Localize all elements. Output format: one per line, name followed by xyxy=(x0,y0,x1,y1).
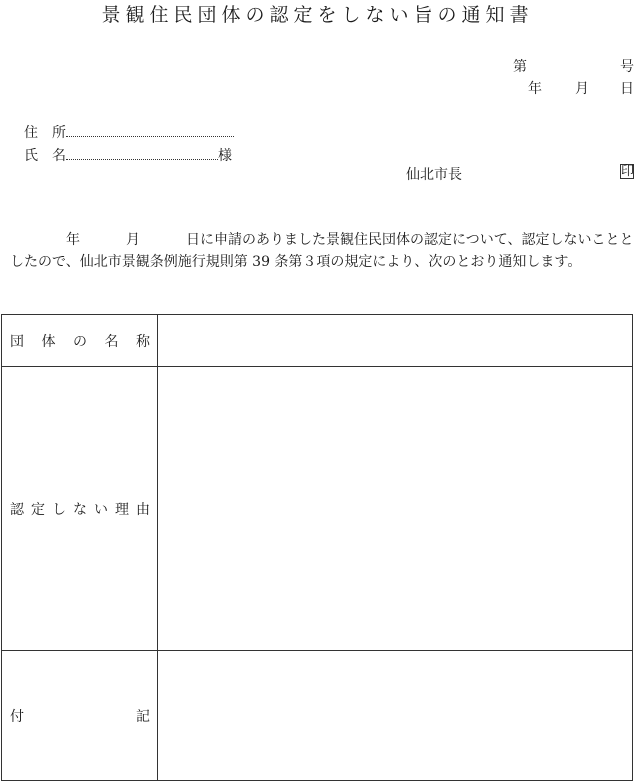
label-char: 理 xyxy=(115,501,129,518)
body-paragraph xyxy=(10,229,635,273)
label-char: し xyxy=(52,501,66,518)
label-char: 体 xyxy=(41,333,56,350)
value-reason xyxy=(158,367,633,651)
name-blank xyxy=(66,147,218,160)
label-char: の xyxy=(73,333,87,350)
label-char: い xyxy=(94,501,108,518)
address-blank xyxy=(66,124,234,137)
label-reason xyxy=(2,367,158,651)
label-char: 称 xyxy=(136,333,150,350)
label-note xyxy=(2,651,158,781)
label-char: 認 xyxy=(10,501,24,518)
table-row-reason xyxy=(2,367,633,651)
table-row-note xyxy=(2,651,633,781)
date-day: 日 xyxy=(620,81,634,97)
number-suffix: 号 xyxy=(620,59,634,75)
address-label: 住 所 xyxy=(24,125,66,141)
label-char: な xyxy=(73,501,87,518)
date-year: 年 xyxy=(528,81,542,97)
label-char: 定 xyxy=(31,501,45,518)
number-prefix: 第 xyxy=(513,59,527,75)
body-month: 月 xyxy=(126,232,140,248)
body-text: 日に申請のありました景観住民団体の認定について、認定しないこととしたので、仙北市景観条例施行規則第 39 条第３項の規定により、次のとおり通知します。 xyxy=(10,232,634,270)
document-title: 景観住民団体の認定をしない旨の通知書 xyxy=(101,4,534,26)
label-reason-text xyxy=(2,499,157,519)
body-year: 年 xyxy=(66,232,80,248)
label-char: 由 xyxy=(136,501,150,518)
label-char: 名 xyxy=(104,333,119,350)
label-char: 記 xyxy=(136,708,150,725)
label-char: 付 xyxy=(10,708,24,725)
label-char: 団 xyxy=(10,333,24,350)
label-group-name-text xyxy=(2,331,157,351)
name-line xyxy=(24,145,232,165)
date-month: 月 xyxy=(575,81,589,97)
table-row-group-name xyxy=(2,315,633,367)
address-line xyxy=(24,122,234,142)
name-label: 氏 名 xyxy=(24,148,66,164)
notice-table xyxy=(1,314,633,781)
name-suffix: 様 xyxy=(218,148,232,164)
value-group-name xyxy=(158,315,633,367)
seal-mark: 印 xyxy=(621,164,635,179)
label-group-name xyxy=(2,315,158,367)
issuer: 仙北市長 xyxy=(406,167,462,183)
value-note xyxy=(158,651,633,781)
label-note-text xyxy=(2,706,157,726)
